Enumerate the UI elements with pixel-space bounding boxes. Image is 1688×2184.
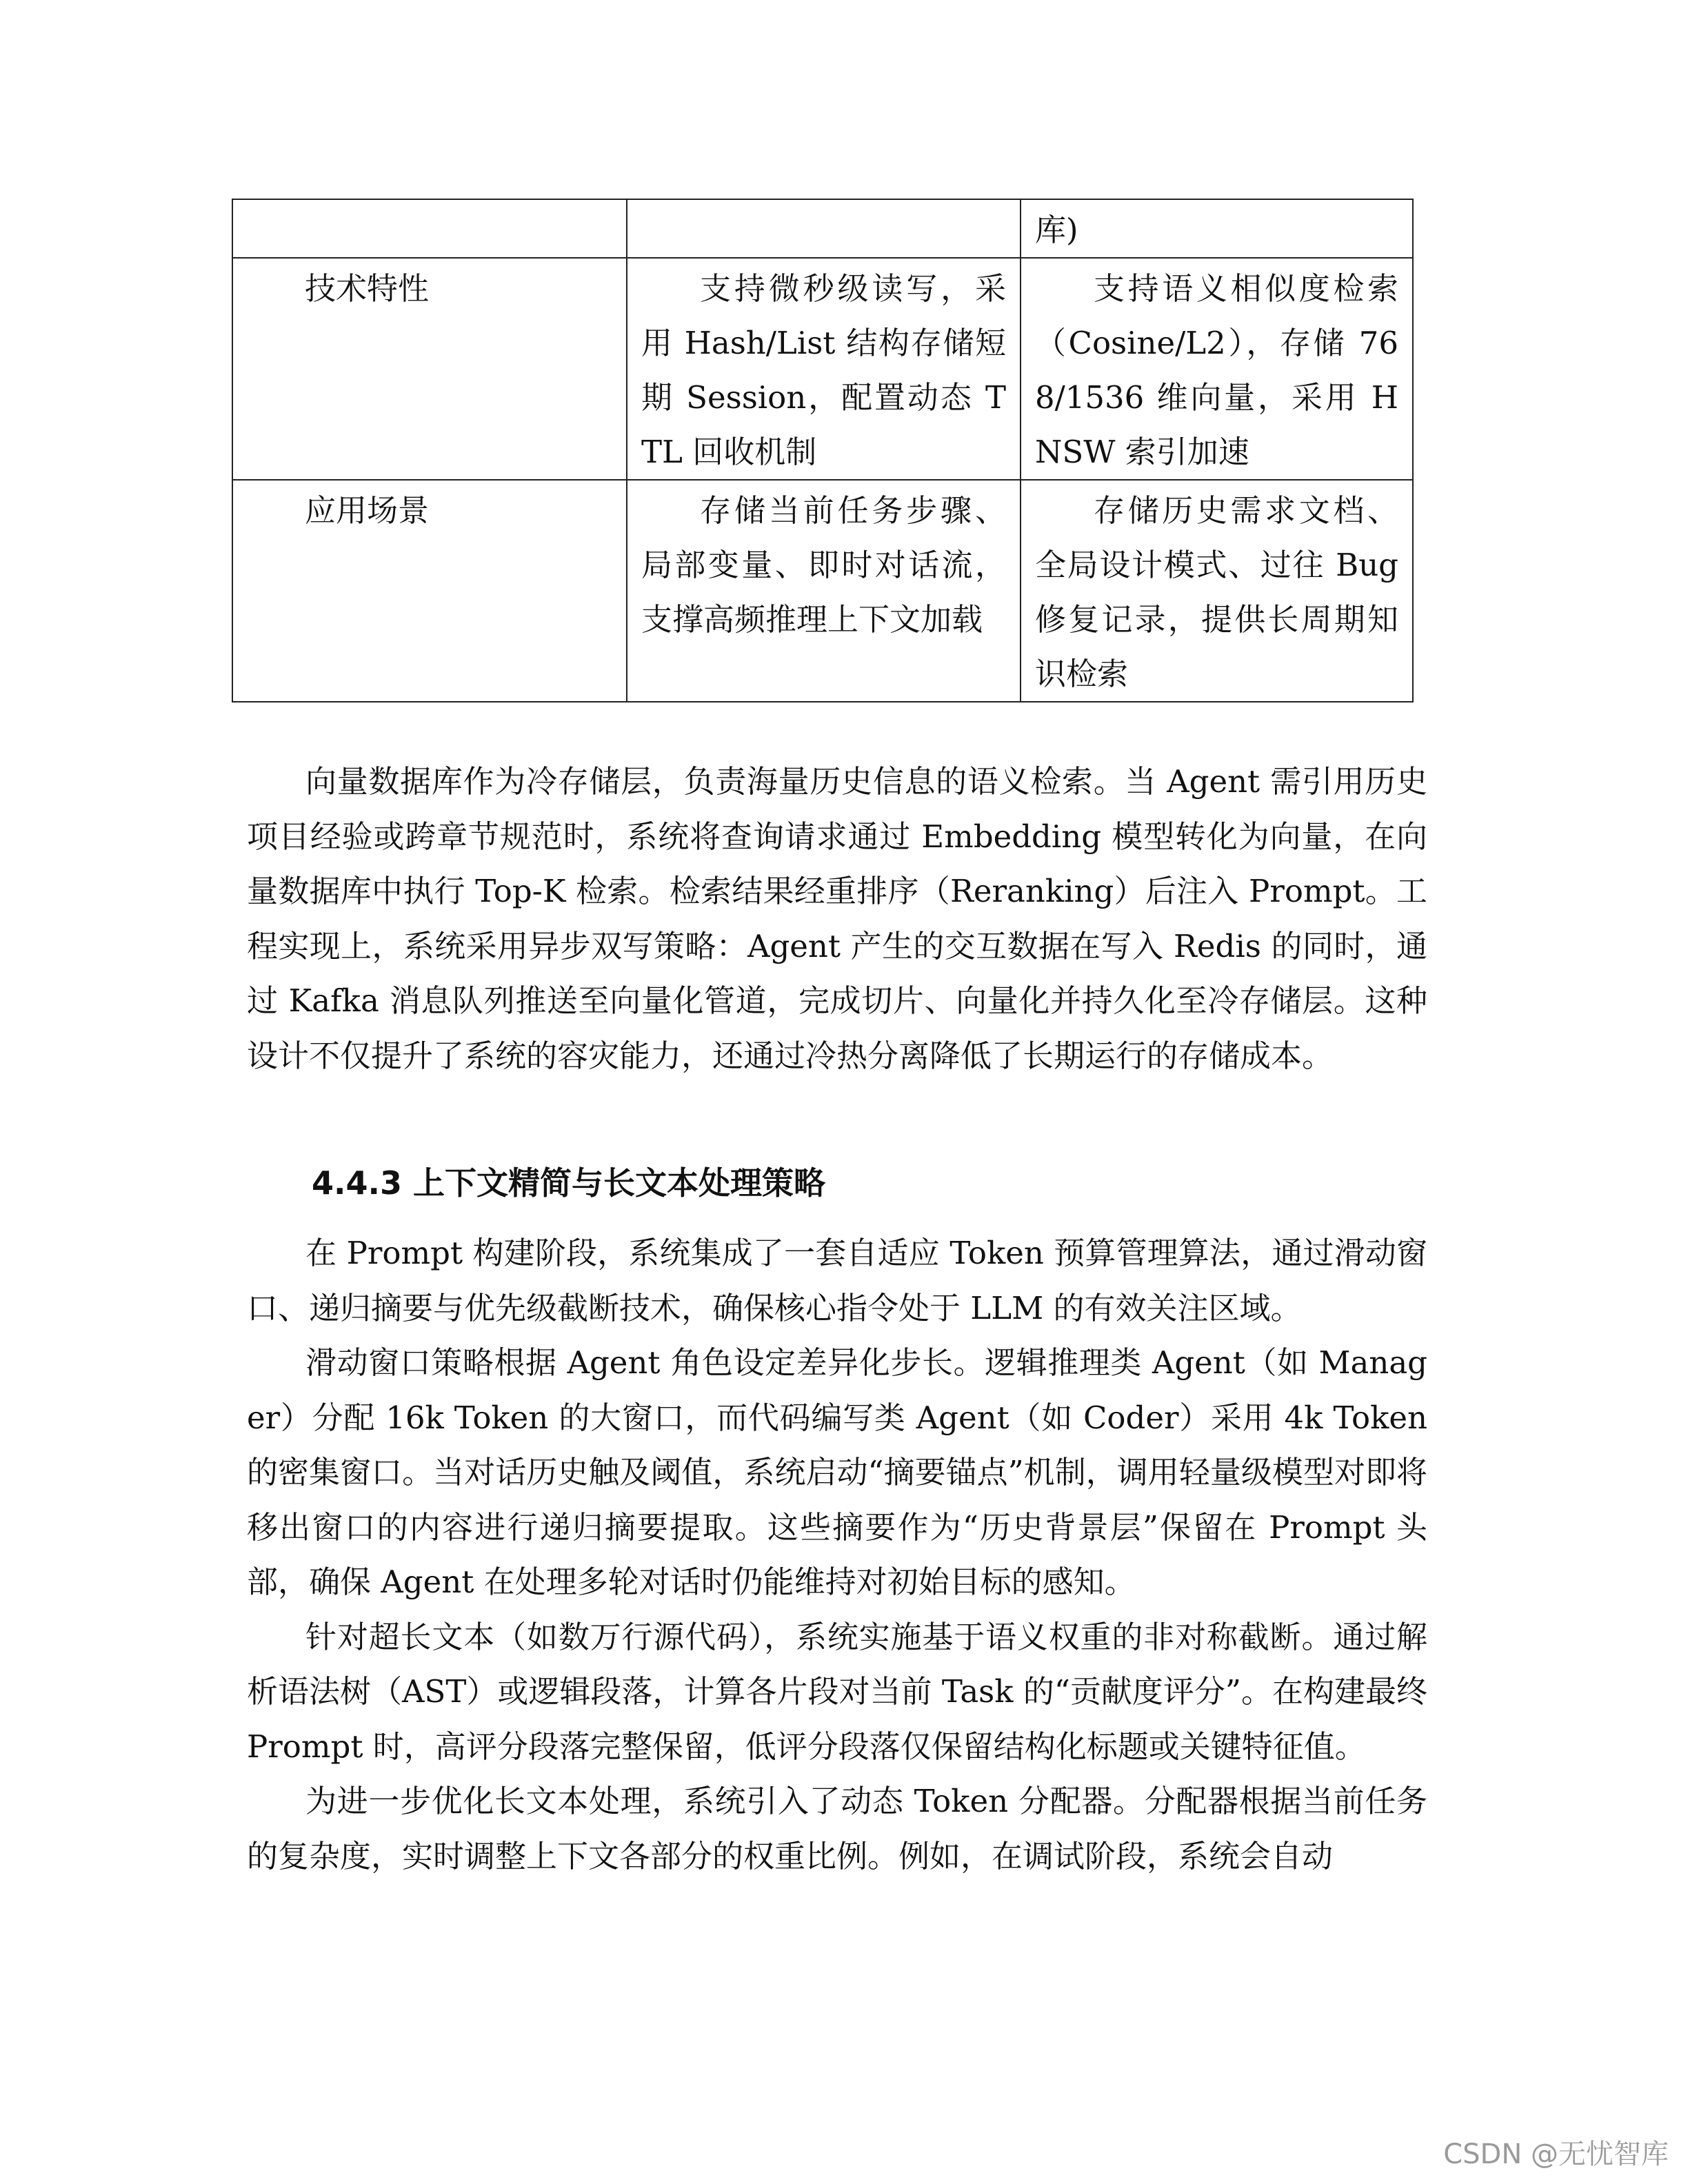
comparison-table	[232, 199, 1414, 702]
paragraph: 在 Prompt 构建阶段，系统集成了一套自适应 Token 预算管理算法，通过滑动窗口、递归摘要与优先级截断技术，确保核心指令处于 LLM 的有效关注区域。	[247, 1235, 1427, 1326]
table-cell-redis-app: 存储当前任务步骤、局部变量、即时对话流，支撑高频推理上下文加载	[627, 480, 1021, 702]
table-cell-vector-app: 存储历史需求文档、全局设计模式、过往 Bug 修复记录，提供长周期知识检索	[1021, 480, 1413, 702]
table-row-tech-features	[232, 258, 1413, 480]
paragraph: 针对超长文本（如数万行源代码），系统实施基于语义权重的非对称截断。通过解析语法树（AST）或逻辑段落，计算各片段对当前 Task 的“贡献度评分”。在构建最终 Prompt 时，高评分段落完整保留，低评分段落仅保留结构化标题或关键特征值。	[247, 1618, 1427, 1765]
table-cell-redis-tech: 支持微秒级读写，采用 Hash/List 结构存储短期 Session，配置动态 TTL 回收机制	[627, 258, 1021, 480]
table-row-application	[232, 480, 1413, 702]
paragraph-block-1	[247, 754, 1427, 1083]
table-cell	[232, 199, 627, 258]
section-heading: 4.4.3 上下文精简与长文本处理策略	[312, 1164, 825, 1202]
table-cell-vector-tech: 支持语义相似度检索（Cosine/L2），存储 768/1536 维向量，采用 HNSW 索引加速	[1021, 258, 1413, 480]
table-row-continuation	[232, 199, 1413, 258]
table-cell	[627, 199, 1021, 258]
source-watermark: CSDN @无忧智库	[1443, 2138, 1669, 2170]
row-label-application: 应用场景	[232, 480, 627, 702]
paragraph: 为进一步优化长文本处理，系统引入了动态 Token 分配器。分配器根据当前任务的复杂度，实时调整上下文各部分的权重比例。例如，在调试阶段，系统会自动	[247, 1783, 1427, 1874]
table-cell: 库)	[1021, 199, 1413, 258]
row-label-tech-features: 技术特性	[232, 258, 627, 480]
paragraph: 滑动窗口策略根据 Agent 角色设定差异化步长。逻辑推理类 Agent（如 Manager）分配 16k Token 的大窗口，而代码编写类 Agent（如 Coder）采用 4k Token 的密集窗口。当对话历史触及阈值，系统启动“摘要锚点”机制，调用轻量级模型对即将移出窗口的内容进行递归摘要提取。这些摘要作为“历史背景层”保留在 Prompt 头部，确保 Agent 在处理多轮对话时仍能维持对初始目标的感知。	[247, 1344, 1427, 1600]
paragraph: 向量数据库作为冷存储层，负责海量历史信息的语义检索。当 Agent 需引用历史项目经验或跨章节规范时，系统将查询请求通过 Embedding 模型转化为向量，在向量数据库中执行 Top-K 检索。检索结果经重排序（Reranking）后注入 Prompt。工程实现上，系统采用异步双写策略：Agent 产生的交互数据在写入 Redis 的同时，通过 Kafka 消息队列推送至向量化管道，完成切片、向量化并持久化至冷存储层。这种设计不仅提升了系统的容灾能力，还通过冷热分离降低了长期运行的存储成本。	[247, 763, 1427, 1074]
section-body	[247, 1226, 1427, 1883]
